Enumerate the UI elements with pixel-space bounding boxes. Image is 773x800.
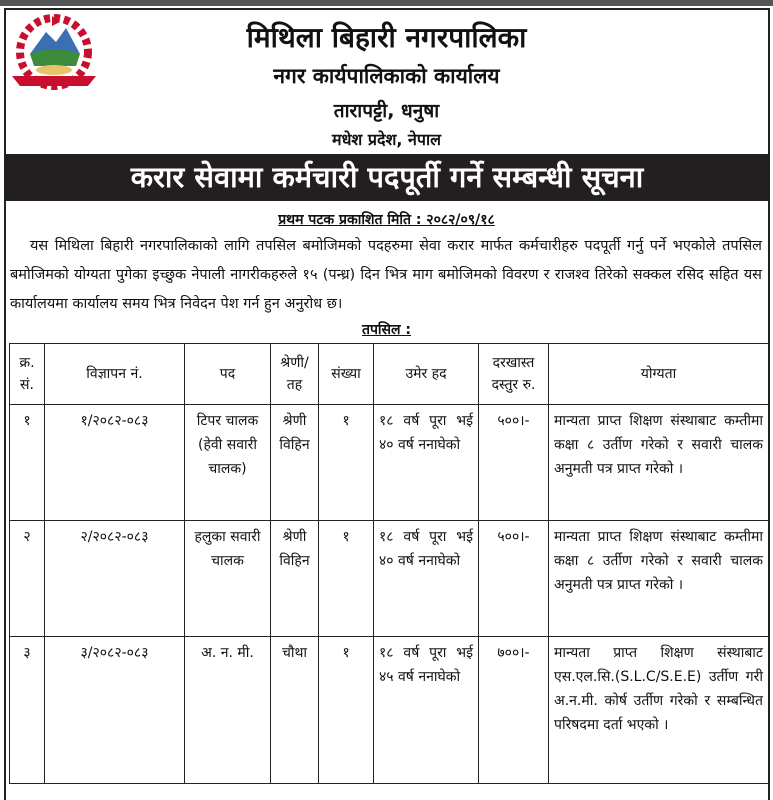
col-level: श्रेणी/ तह	[271, 344, 319, 405]
cell-age-limit: १८ वर्ष पूरा भई ४० वर्ष ननाघेको	[374, 521, 479, 637]
notice-title: करार सेवामा कर्मचारी पदपूर्ती गर्ने सम्बन्धी सूचना	[4, 154, 770, 201]
table-row	[10, 637, 769, 784]
cell-fee: ५००।-	[479, 405, 549, 521]
cell-fee: ५००।-	[479, 521, 549, 637]
cell-qualification: मान्यता प्राप्त शिक्षण संस्थाबाट कम्तीमा कक्षा ८ उर्तीण गरेको र सवारी चालक अनुमती पत्र प्राप्त गरेको ।	[549, 405, 769, 521]
col-fee: दरखास्त दस्तुर रु.	[479, 344, 549, 405]
cell-post: हलुका सवारी चालक	[185, 521, 271, 637]
cell-serial: १	[10, 405, 45, 521]
cell-post: अ. न. मी.	[185, 637, 271, 784]
table-header-row	[10, 344, 769, 405]
cell-serial: २	[10, 521, 45, 637]
cell-count: १	[319, 521, 374, 637]
publish-date	[0, 210, 773, 229]
cell-age-limit: १८ वर्ष पूरा भई ४० वर्ष ननाघेको	[374, 405, 479, 521]
col-ad-number: विज्ञापन नं.	[45, 344, 185, 405]
publish-date-text: प्रथम पटक प्रकाशित मिति : २०८२/०९/१८	[278, 212, 495, 228]
cell-level: चौथा	[271, 637, 319, 784]
cell-ad-number: ३/२०८२-०८३	[45, 637, 185, 784]
col-qualification: योग्यता	[549, 344, 769, 405]
cell-level: श्रेणी विहिन	[271, 521, 319, 637]
col-serial: क्र. सं.	[10, 344, 45, 405]
vacancy-table	[9, 343, 769, 784]
schedule-label: तपसिल :	[362, 322, 411, 338]
cell-count: १	[319, 637, 374, 784]
cell-qualification: मान्यता प्राप्त शिक्षण संस्थाबाट एस.एल.सि.(S.L.C/S.E.E) उर्तीण गरी अ.न.मी. कोर्ष उर्तीण गरेको र सम्बन्धित परिषदमा दर्ता भएको ।	[549, 637, 769, 784]
col-age-limit: उमेर हद	[374, 344, 479, 405]
top-edge	[0, 0, 773, 6]
cell-qualification: मान्यता प्राप्त शिक्षण संस्थाबाट कम्तीमा कक्षा ८ उर्तीण गरेको र सवारी चालक अनुमती पत्र प्राप्त गरेको ।	[549, 521, 769, 637]
province-country: मधेश प्रदेश, नेपाल	[332, 130, 441, 149]
col-count: संख्या	[319, 344, 374, 405]
table-row	[10, 405, 769, 521]
cell-fee: ७००।-	[479, 637, 549, 784]
cell-ad-number: २/२०८२-०८३	[45, 521, 185, 637]
cell-level: श्रेणी विहिन	[271, 405, 319, 521]
cell-age-limit: १८ वर्ष पूरा भई ४५ वर्ष ननाघेको	[374, 637, 479, 784]
office-location: तारापट्टी, धनुषा	[333, 100, 440, 122]
table-row	[10, 521, 769, 637]
municipality-name: मिथिला बिहारी नगरपालिका	[246, 21, 527, 54]
notice-body: यस मिथिला बिहारी नगरपालिकाको लागि तपसिल बमोजिमको पदहरुमा सेवा करार मार्फत कर्मचारीहरु पदपूर्ती गर्नु पर्ने भएकोले तपसिल बमोजिमको योग्यता पुगेका इच्छुक नेपाली नागरीकहरुले १५ (पन्ध्र) दिन भित्र माग बमोजिमको विवरण र राजश्व तिरेको सक्कल रसिद सहित यस कार्यालयमा कार्यालय समय भित्र निवेदन पेश गर्न हुन अनुरोध छ।	[10, 238, 762, 312]
cell-ad-number: १/२०८२-०८३	[45, 405, 185, 521]
office-name: नगर कार्यपालिकाको कार्यालय	[273, 64, 500, 88]
cell-serial: ३	[10, 637, 45, 784]
cell-post: टिपर चालक (हेवी सवारी चालक)	[185, 405, 271, 521]
col-post: पद	[185, 344, 271, 405]
cell-count: १	[319, 405, 374, 521]
